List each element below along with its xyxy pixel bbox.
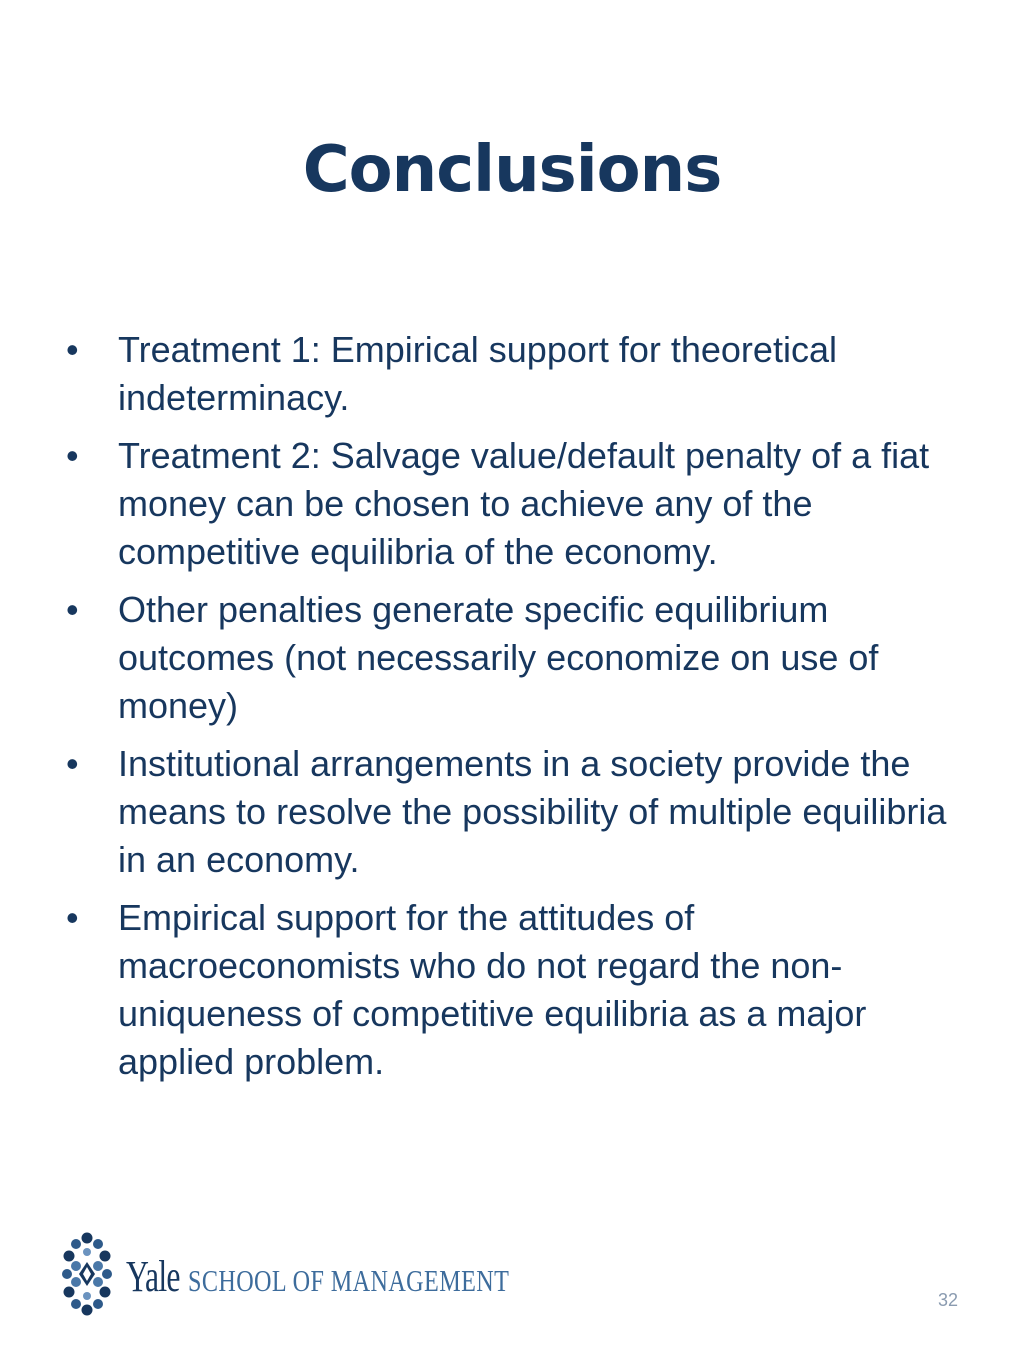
bullet-text: Other penalties generate specific equilibrium outcomes (not necessarily economize on use of money) [118,589,879,726]
bullet-item [0,894,1024,1086]
bullet-text: Institutional arrangements in a society provide the means to resolve the possibility of multiple equilibria in an economy. [118,743,947,880]
bullet-text: Treatment 2: Salvage value/default penalty of a fiat money can be chosen to achieve any of the competitive equilibria of the economy. [118,435,930,572]
bullet-item [0,326,1024,422]
bullet-item [0,586,1024,730]
footer-logo [62,1228,600,1320]
bullet-text: Treatment 1: Empirical support for theoretical indeterminacy. [118,329,837,418]
logo-wordmark [126,1251,600,1302]
logo-yale-text: Yale [126,1251,180,1301]
bullet-marker: • [66,589,79,630]
bullet-item [0,740,1024,884]
bullet-list [0,326,1024,1096]
bullet-marker: • [66,897,79,938]
logo-school-text: SCHOOL OF MANAGEMENT [188,1262,510,1298]
bullet-item [0,432,1024,576]
slide-title: Conclusions [302,133,722,207]
bullet-marker: • [66,743,79,784]
bullet-text: Empirical support for the attitudes of macroeconomists who do not regard the non-uniqueness of competitive equilibria as a major applied problem. [118,897,867,1082]
yale-shield-logo-icon [62,1230,112,1318]
page-number: 32 [937,1290,958,1310]
bullet-marker: • [66,329,79,370]
bullet-marker: • [66,435,79,476]
